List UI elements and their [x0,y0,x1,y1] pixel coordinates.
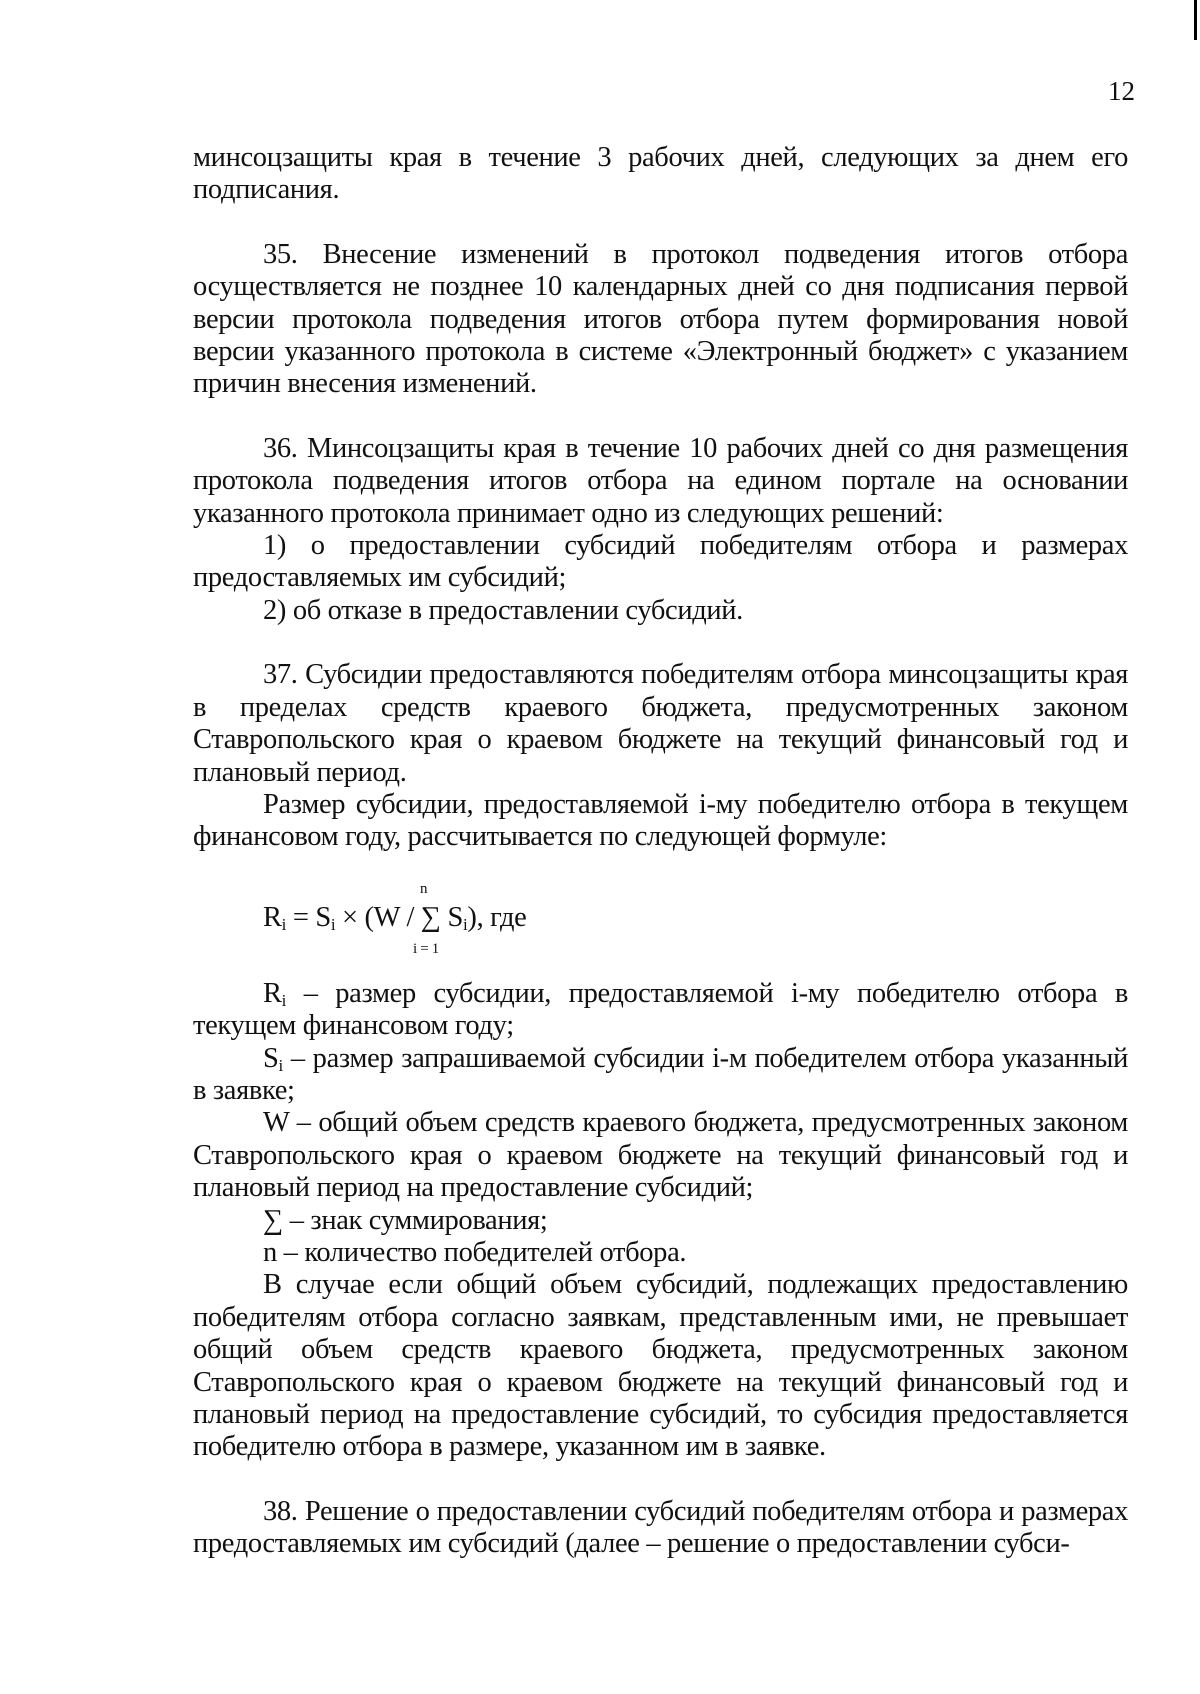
paragraph-37: 37. Субсидии предоставляются победителям отбора минсоцзащиты края в пределах средств краевого бюджета, предусмотренных законом Ставропольского края о краевом бюджете на текущий финансовый год и плановый период. [193,659,1128,788]
formula-expression: $R_i = S_i \times (W$ / ∑ $S_i$), где [263,901,527,934]
definition-si: $S_i$ – размер запрашиваемой субсидии i-м победителем отбора указанный в заявке; [193,1042,1129,1106]
paragraph-36-item-2: 2) об отказе в предоставлении субсидий. [263,594,743,626]
document-body [193,142,1128,1561]
scan-edge-mark [1194,0,1197,40]
paragraph-37-size: Размер субсидии, предоставляемой i-му победителю отбора в текущем финансовом году, рассчитывается по следующей формуле: [193,788,1128,853]
definition-ri: $R_i$ – размер субсидии, предоставляемой i-му победителю отбора в текущем финансовом году; [193,977,1128,1042]
definition-w: W – общий объем средств краевого бюджета, предусмотренных законом Ставропольского края о краевом бюджете на текущий финансовый год и плановый период на предоставление субсидий; [193,1107,1128,1204]
sum-lower-limit: i = 1 [413,940,439,957]
paragraph-36-item-1: 1) о предоставлении субсидий победителям отбора и размерах предоставляемых им субсидий; [193,530,1128,594]
paragraph-37-case: В случае если общий объем субсидий, подлежащих предоставлению победителям отбора согласно заявкам, представленным ими, не превышает общий объем средств краевого бюджета, предусмотренных законом Ставропольского края о краевом бюджете на текущий финансовый год и плановый период на предоставление субсидий, то субсидия предоставляется победителю отбора в размере, указанном им в заявке. [193,1269,1128,1463]
page-number: 12 [1108,76,1135,106]
paragraph-36: 36. Минсоцзащиты края в течение 10 рабочих дней со дня размещения протокола подведения итогов отбора на едином портале на основании указанного протокола принимает одно из следующих решений: [193,432,1128,529]
definition-n: n – количество победителей отбора. [263,1236,687,1268]
paragraph-38: 38. Решение о предоставлении субсидий победителям отбора и размерах предоставляемых им субсидий (далее – решение о предоставлении субси- [193,1495,1128,1560]
sum-upper-limit: n [420,880,428,897]
subsidy-formula [193,860,1128,972]
paragraph-35: 35. Внесение изменений в протокол подведения итогов отбора осуществляется не позднее 10 календарных дней со дня подписания первой версии протокола подведения итогов отбора путем формирования новой версии указанного протокола в системе «Электронный бюджет» с указанием причин внесения изменений. [193,238,1128,400]
paragraph-continuation: минсоцзащиты края в течение 3 рабочих дней, следующих за днем его подписания. [193,142,1128,206]
definition-sum: ∑ – знак суммирования; [263,1204,548,1236]
